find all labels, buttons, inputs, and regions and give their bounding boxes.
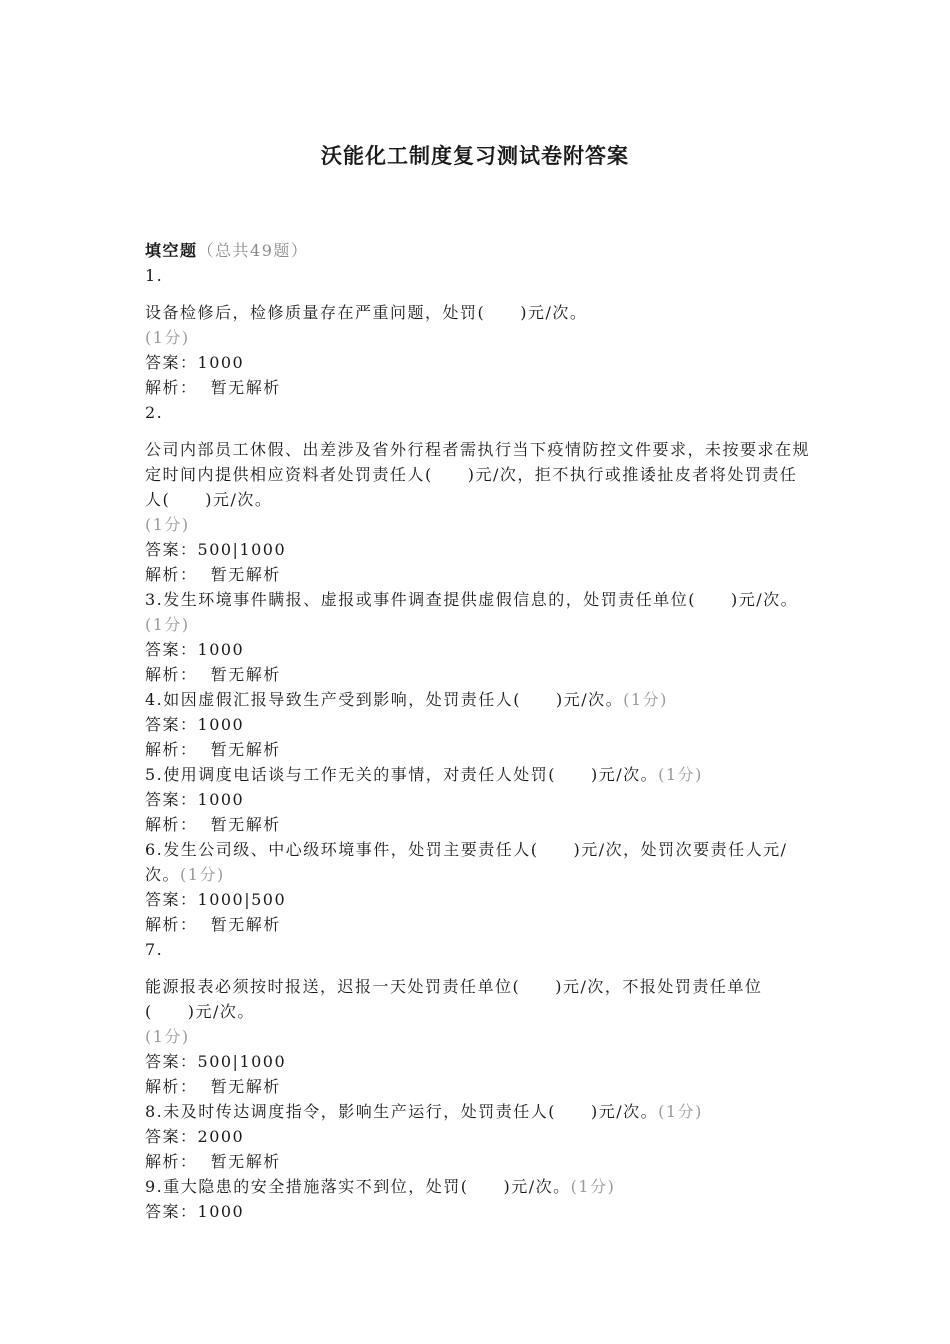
analysis-value: 暂无解析: [210, 740, 281, 759]
question-score: (1分): [145, 1027, 190, 1046]
question-text: 使用调度电话谈与工作无关的事情，对责任人处罚( )元/次。: [163, 765, 659, 784]
analysis-value: 暂无解析: [210, 1152, 281, 1171]
question-score: (1分): [145, 615, 190, 634]
answer-value: 2000: [197, 1127, 245, 1146]
analysis-value: 暂无解析: [210, 378, 281, 397]
question-number: 7.: [145, 940, 164, 959]
question-line: [145, 1099, 810, 1124]
question-4: [145, 687, 810, 762]
document-title: 沃能化工制度复习测试卷附答案: [321, 143, 629, 168]
question-5: [145, 762, 810, 837]
answer-line: [145, 787, 810, 812]
answer-label: 答案：: [145, 540, 198, 559]
question-number: 9.: [145, 1177, 164, 1196]
section-name: 填空题: [145, 241, 198, 260]
answer-value: 1000: [197, 790, 245, 809]
question-number: 1.: [145, 266, 164, 285]
answer-line: [145, 712, 810, 737]
analysis-label: 解析：: [145, 815, 198, 834]
question-line: [145, 762, 810, 787]
question-text: 设备检修后，检修质量存在严重问题，处罚( )元/次。: [145, 303, 588, 322]
answer-value: 500|1000: [197, 1052, 287, 1071]
question-score: (1分): [658, 1102, 703, 1121]
analysis-line: [145, 912, 810, 937]
answer-line: [145, 887, 810, 912]
question-2: [145, 400, 810, 587]
answer-line: [145, 637, 810, 662]
answer-label: 答案：: [145, 353, 198, 372]
answer-line: [145, 1124, 810, 1149]
answer-label: 答案：: [145, 1202, 198, 1221]
analysis-line: [145, 662, 810, 687]
question-number: 4.: [145, 690, 164, 709]
question-7: [145, 937, 810, 1099]
analysis-line: [145, 1149, 810, 1174]
section-count: （总共49题）: [197, 241, 309, 260]
question-number: 8.: [145, 1102, 164, 1121]
question-score: (1分): [623, 690, 668, 709]
analysis-value: 暂无解析: [210, 565, 281, 584]
analysis-label: 解析：: [145, 915, 198, 934]
question-9: [145, 1174, 810, 1224]
answer-label: 答案：: [145, 890, 198, 909]
question-score: (1分): [145, 328, 190, 347]
analysis-label: 解析：: [145, 1152, 198, 1171]
analysis-line: [145, 375, 810, 400]
answer-line: [145, 350, 810, 375]
analysis-value: 暂无解析: [210, 665, 281, 684]
analysis-line: [145, 737, 810, 762]
answer-value: 1000: [197, 353, 245, 372]
question-score: (1分): [180, 865, 225, 884]
answer-label: 答案：: [145, 1127, 198, 1146]
question-line: [145, 687, 810, 712]
question-text: 重大隐患的安全措施落实不到位，处罚( )元/次。: [163, 1177, 571, 1196]
answer-label: 答案：: [145, 1052, 198, 1071]
analysis-label: 解析：: [145, 378, 198, 397]
analysis-label: 解析：: [145, 665, 198, 684]
question-line: [145, 1174, 810, 1199]
question-1: [145, 263, 810, 400]
question-3: [145, 587, 810, 687]
question-number: 3.: [145, 590, 164, 609]
analysis-label: 解析：: [145, 1077, 198, 1096]
question-text: 发生环境事件瞒报、虚报或事件调查提供虚假信息的，处罚责任单位( )元/次。: [163, 590, 799, 609]
answer-value: 500|1000: [197, 540, 287, 559]
answer-value: 1000: [197, 715, 245, 734]
question-score: (1分): [145, 515, 190, 534]
analysis-line: [145, 812, 810, 837]
answer-label: 答案：: [145, 715, 198, 734]
question-line: [145, 587, 810, 637]
analysis-value: 暂无解析: [210, 1077, 281, 1096]
answer-label: 答案：: [145, 790, 198, 809]
analysis-label: 解析：: [145, 740, 198, 759]
question-number: 2.: [145, 403, 164, 422]
question-number: 5.: [145, 765, 164, 784]
answer-value: 1000: [197, 640, 245, 659]
analysis-line: [145, 1074, 810, 1099]
question-text: 发生公司级、中心级环境事件，处罚主要责任人( )元/次，处罚次要责任人元/次。: [145, 840, 788, 884]
question-6: [145, 837, 810, 937]
analysis-line: [145, 562, 810, 587]
analysis-label: 解析：: [145, 565, 198, 584]
answer-line: [145, 1049, 810, 1074]
answer-line: [145, 1199, 810, 1224]
answer-label: 答案：: [145, 640, 198, 659]
question-line: [145, 837, 810, 887]
question-list: [145, 238, 810, 1224]
question-score: (1分): [570, 1177, 616, 1196]
answer-value: 1000: [197, 1202, 245, 1221]
question-8: [145, 1099, 810, 1174]
answer-value: 1000|500: [197, 890, 287, 909]
section-heading: [145, 238, 810, 263]
question-text: 能源报表必须按时报送，迟报一天处罚责任单位( )元/次，不报处罚责任单位( )元/次。: [145, 977, 763, 1021]
question-number: 6.: [145, 840, 164, 859]
answer-line: [145, 537, 810, 562]
question-text: 如因虚假汇报导致生产受到影响，处罚责任人( )元/次。: [163, 690, 624, 709]
analysis-value: 暂无解析: [210, 815, 281, 834]
question-text: 公司内部员工休假、出差涉及省外行程者需执行当下疫情防控文件要求，未按要求在规定时间内提供相应资料者处罚责任人( )元/次，拒不执行或推诿扯皮者将处罚责任人( )元/次。: [145, 440, 811, 509]
question-text: 未及时传达调度指令，影响生产运行，处罚责任人( )元/次。: [163, 1102, 659, 1121]
analysis-value: 暂无解析: [210, 915, 281, 934]
question-score: (1分): [658, 765, 703, 784]
